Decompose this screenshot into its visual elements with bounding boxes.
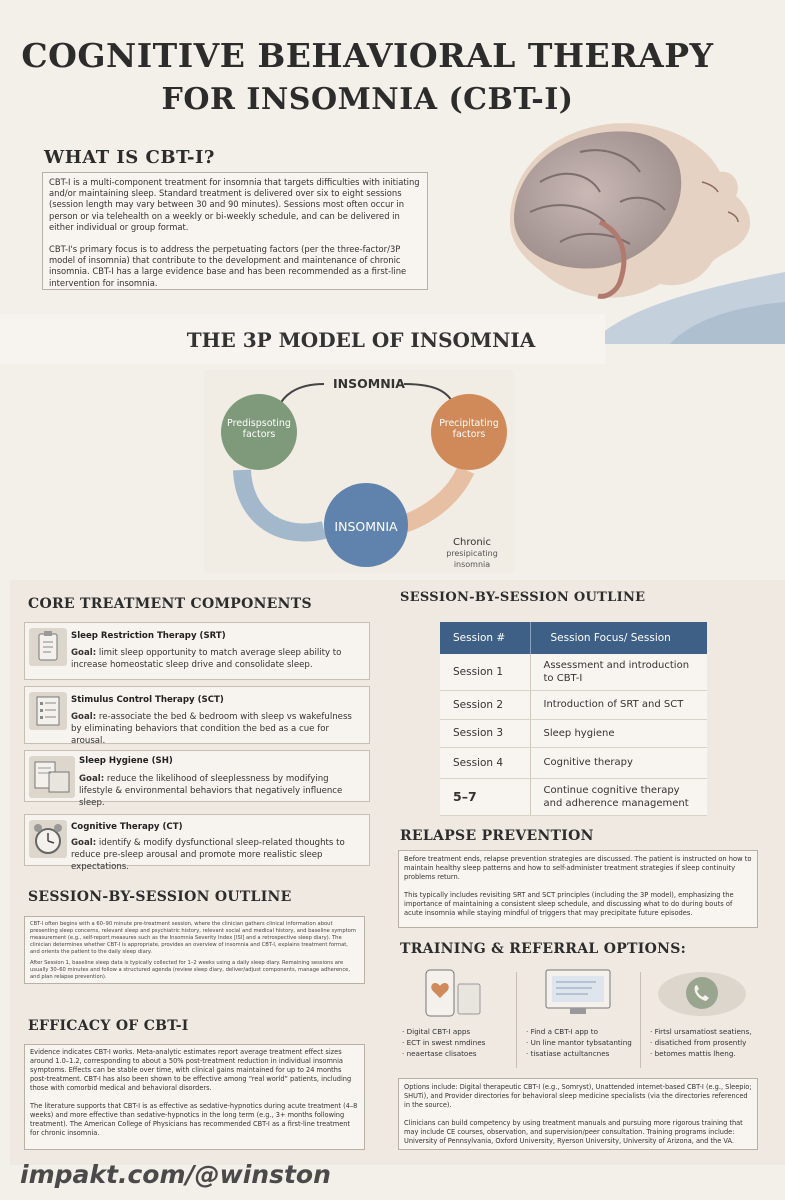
session-focus: Introduction of SRT and SCT	[530, 690, 707, 719]
chronic-label	[432, 537, 512, 570]
training-option-apps	[398, 966, 510, 1074]
diagram-top-label: INSOMNIA	[333, 376, 405, 391]
main-title-line1: COGNITIVE BEHAVIORAL THERAPY	[21, 36, 714, 75]
session-outline-text	[24, 916, 365, 984]
session-number: Session 4	[440, 747, 530, 778]
session-outline-heading-left: SESSION-BY-SESSION OUTLINE	[28, 889, 292, 905]
precipitating-label: Precipitating factors	[439, 418, 499, 440]
session-outline-paragraph-1: CBT-I often begins with a 60–90 minute pre-treatment session, where the clinician gathers clinical information about presenting sleep concerns, relevant sleep and psychiatric history, relevant social and medical history, and baseline symptom measurement (e.g., self-report measures such as the Insomnia Severity Index [ISI] and a retrospective sleep diary). The clinician determines whether CBT-I is appropriate, provides an overview of insomnia and CBT-I, explains treatment format, and orients the patient to the daily sleep diary.	[30, 921, 356, 955]
efficacy-heading: EFFICACY OF CBT-I	[28, 1018, 189, 1034]
session-outline-heading-right: SESSION-BY-SESSION OUTLINE	[400, 590, 646, 605]
session-number: Session 3	[440, 719, 530, 747]
phone-app-icon	[398, 966, 510, 1020]
list-item: · betomes mattis lheng.	[650, 1048, 752, 1059]
training-options-row	[398, 966, 758, 1074]
main-title-line2: FOR INSOMNIA (CBT-I)	[161, 82, 574, 117]
component-title: Stimulus Control Therapy (SCT)	[71, 695, 224, 705]
training-option-directory	[522, 966, 634, 1074]
component-title: Sleep Restriction Therapy (SRT)	[71, 631, 226, 641]
list-item: · neaertase clisatoes	[402, 1048, 485, 1059]
efficacy-text	[24, 1044, 365, 1150]
table-row	[440, 654, 707, 690]
what-text-box	[42, 172, 428, 290]
list-item: · disatiched from prosently	[650, 1037, 752, 1048]
session-outline-paragraph-2: After Session 1, baseline sleep data is typically collected for 1–2 weeks using a daily sleep diary. Remaining sessions are usually 30–60 minutes and follow a structured agenda (review sleep diary, deliver/adjust components, manage adherence, and plan relapse prevention).	[30, 960, 351, 980]
training-directory-list	[526, 1026, 632, 1059]
relapse-paragraph-2: This typically includes revisiting SRT and SCT principles (including the 3P model), emphasizing the importance of maintaining a consistent sleep schedule, and discussing what to do during bouts of acute insomnia while staying mindful of triggers that may precipitate future episodes.	[404, 891, 734, 917]
training-paragraph-2: Clinicians can build competency by using treatment manuals and pursuing more rigorous training that may include CE courses, observation, and supervision/peer consultation. Training programs include: University of Pennsylvania, Oxford University, Ryerson University, University of Arizona, and the VA.	[404, 1119, 743, 1145]
session-number: Session 2	[440, 690, 530, 719]
predisposing-label: Predispsoting factors	[227, 418, 291, 440]
table-row	[440, 690, 707, 719]
component-goal: Goal: limit sleep opportunity to match average sleep ability to increase homeostatic sleep drive and consolidate sleep.	[71, 648, 342, 670]
session-number: 5–7	[440, 778, 530, 815]
training-option-consult	[646, 966, 758, 1074]
table-row	[440, 719, 707, 747]
insomnia-node-label: INSOMNIA	[334, 519, 398, 534]
what-paragraph-2: CBT-I's primary focus is to address the perpetuating factors (per the three-factor/3P model of insomnia) that contribute to the development and maintenance of chronic insomnia. CBT-I has a large evidence base and has been recommended as a first-line intervention for insomnia.	[49, 244, 407, 288]
checklist-icon	[29, 692, 67, 730]
sleeping-head-illustration	[470, 112, 785, 344]
clipboard-icon	[29, 628, 67, 666]
computer-monitor-icon	[522, 966, 634, 1020]
training-consult-list	[650, 1026, 752, 1059]
session-table	[440, 622, 707, 816]
training-text	[398, 1078, 758, 1150]
session-focus: Assessment and introduction to CBT-I	[530, 654, 707, 690]
three-p-diagram	[204, 370, 514, 573]
documents-icon	[29, 756, 75, 798]
table-header-session: Session #	[440, 622, 530, 654]
list-item: · tisatiase actultancnes	[526, 1048, 632, 1059]
table-header-row	[440, 622, 707, 654]
table-row	[440, 747, 707, 778]
component-goal: Goal: identify & modify dysfunctional sleep-related thoughts to reduce pre-sleep arousal and promote more realistic sleep expectations.	[71, 838, 345, 872]
relapse-text	[398, 850, 758, 928]
component-goal: Goal: re-associate the bed & bedroom with sleep vs wakefulness by eliminating behaviors that condition the bed as a cue for arousal.	[71, 712, 352, 746]
list-item: · Digital CBT-I apps	[402, 1026, 485, 1037]
divider	[640, 972, 641, 1068]
session-focus: Continue cognitive therapy and adherence management	[530, 778, 707, 815]
footer-handle: impakt.com/@winston	[20, 1160, 331, 1189]
component-title: Sleep Hygiene (SH)	[79, 756, 173, 766]
table-header-focus: Session Focus/ Session	[530, 622, 707, 654]
relapse-paragraph-1: Before treatment ends, relapse prevention strategies are discussed. The patient is instructed on how to maintain healthy sleep patterns and how to self-administer treatment strategies if sleep continuity problems return.	[404, 855, 752, 881]
core-heading: CORE TREATMENT COMPONENTS	[28, 596, 312, 612]
component-card-srt	[24, 622, 370, 680]
table-row	[440, 778, 707, 815]
component-card-ct	[24, 814, 370, 872]
what-heading: WHAT IS CBT-I?	[44, 147, 215, 168]
divider	[516, 972, 517, 1068]
training-paragraph-1: Options include: Digital therapeutic CBT-I (e.g., Somryst), Unattended internet-based CBT-I (e.g., Sleepio; SHUTi), and Provider directories for behavioral sleep medicine specialists (via the directories referenced in the source).	[404, 1083, 752, 1109]
relapse-heading: RELAPSE PREVENTION	[400, 828, 594, 844]
chronic-subtitle: presipicating insomnia	[446, 549, 498, 569]
component-title: Cognitive Therapy (CT)	[71, 822, 183, 832]
session-focus: Cognitive therapy	[530, 747, 707, 778]
phone-call-icon	[646, 966, 758, 1020]
training-apps-list	[402, 1026, 485, 1059]
session-number: Session 1	[440, 654, 530, 690]
component-goal: Goal: reduce the likelihood of sleeplessness by modifying lifestyle & environmental behaviors that negatively influence sleep.	[79, 774, 343, 808]
alarm-clock-icon	[29, 820, 67, 858]
training-heading: TRAINING & REFERRAL OPTIONS:	[400, 941, 687, 957]
what-paragraph-1: CBT-I is a multi-component treatment for insomnia that targets difficulties with initiating and/or maintaining sleep. Standard treatment is delivered over six to eight sessions (session length may vary between 30 and 90 minutes). Sessions most often occur in person or via telehealth on a weekly or bi-weekly schedule, and can be delivered in either individual or group format.	[49, 177, 420, 232]
session-focus: Sleep hygiene	[530, 719, 707, 747]
list-item: · Un line mantor tybsatanting	[526, 1037, 632, 1048]
efficacy-paragraph-2: The literature supports that CBT-I is as effective as sedative-hypnotics during acute treatment (4–8 weeks) and more effective than sedative-hypnotics in the long term (e.g., 3+ months following treatment). The American College of Physicians has recommended CBT-I as a first-line treatment for chronic insomnia.	[30, 1102, 358, 1137]
component-card-sct	[24, 686, 370, 744]
component-card-sh	[24, 750, 370, 808]
list-item: · Find a CBT-I app to	[526, 1026, 632, 1037]
list-item: · Firtsl ursamatiost seatiens,	[650, 1026, 752, 1037]
list-item: · ECT in swest nmdines	[402, 1037, 485, 1048]
efficacy-paragraph-1: Evidence indicates CBT-I works. Meta-analytic estimates report average treatment effect sizes around 1.0–1.2, corresponding to about a 50% post-treatment reduction in individual insomnia symptoms. Effects can be stable over time, with clinical gains maintained for up to 24 months post-treatment. CBT-I has also been shown to be effective among “real world” patients, including those with comorbid medical and behavioral disorders.	[30, 1048, 352, 1092]
model-heading: THE 3P MODEL OF INSOMNIA	[186, 328, 536, 352]
chronic-title: Chronic	[453, 537, 491, 548]
